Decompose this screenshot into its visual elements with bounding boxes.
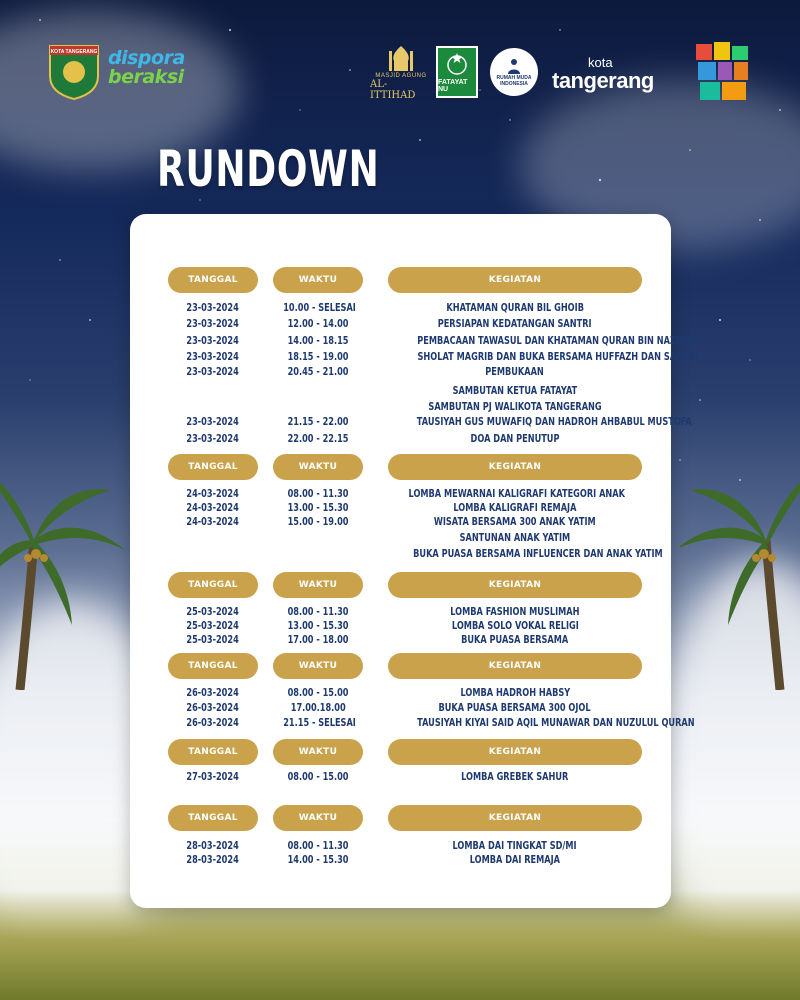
row-date bbox=[168, 605, 258, 619]
row-activity-text: SANTUNAN ANAK YATIM bbox=[459, 532, 571, 544]
kegiatan-header: KEGIATAN bbox=[388, 454, 642, 480]
kota-tangerang-emblem bbox=[46, 40, 102, 100]
row-activity bbox=[378, 531, 652, 545]
row-time-text: 14.00 - 18.15 bbox=[287, 335, 349, 347]
rumah-muda-sublabel: INDONESIA bbox=[500, 81, 528, 87]
row-date-text: 24-03-2024 bbox=[186, 502, 240, 514]
row-time-text: 22.00 - 22.15 bbox=[287, 433, 349, 445]
beauty-of-tangerang-logo bbox=[694, 40, 752, 106]
globe-star-icon bbox=[444, 51, 470, 77]
row-time bbox=[273, 701, 363, 715]
kegiatan-header: KEGIATAN bbox=[388, 653, 642, 679]
row-time bbox=[273, 334, 363, 348]
row-time-text: 08.00 - 11.30 bbox=[287, 488, 349, 500]
row-date bbox=[168, 633, 258, 647]
row-time bbox=[273, 619, 363, 633]
row-date-text: 23-03-2024 bbox=[186, 335, 240, 347]
row-time bbox=[273, 686, 363, 700]
logo-bar bbox=[0, 38, 800, 108]
row-date bbox=[168, 686, 258, 700]
row-time-text: 08.00 - 15.00 bbox=[287, 687, 349, 699]
row-date-text: 26-03-2024 bbox=[186, 687, 240, 699]
table-row bbox=[130, 701, 671, 715]
row-time-text: 08.00 - 11.30 bbox=[287, 606, 349, 618]
row-activity bbox=[378, 350, 698, 364]
row-date-text: 23-03-2024 bbox=[186, 302, 240, 314]
row-date bbox=[168, 365, 258, 379]
row-time bbox=[273, 501, 363, 515]
row-activity bbox=[378, 619, 652, 633]
row-activity-text: PERSIAPAN KEDATANGAN SANTRI bbox=[438, 318, 592, 330]
table-row bbox=[130, 716, 695, 730]
row-activity-text: BUKA PUASA BERSAMA bbox=[461, 634, 569, 646]
row-date-text: 24-03-2024 bbox=[186, 488, 240, 500]
tanggal-header: TANGGAL bbox=[168, 572, 258, 598]
palm-tree-left bbox=[0, 430, 130, 690]
row-time bbox=[273, 853, 363, 867]
colorful-mosaic-icon bbox=[694, 40, 752, 106]
row-activity-text: LOMBA SOLO VOKAL RELIGI bbox=[451, 620, 579, 632]
row-activity bbox=[378, 547, 663, 561]
row-date-text: 23-03-2024 bbox=[186, 366, 240, 378]
row-time-text: 18.15 - 19.00 bbox=[287, 351, 349, 363]
row-date bbox=[168, 839, 258, 853]
row-activity bbox=[378, 365, 652, 379]
row-date-text: 23-03-2024 bbox=[186, 433, 240, 445]
row-time bbox=[273, 317, 363, 331]
row-date-text: 26-03-2024 bbox=[186, 702, 240, 714]
row-date bbox=[168, 716, 258, 730]
row-time-text: 14.00 - 15.30 bbox=[287, 854, 349, 866]
row-date bbox=[168, 853, 258, 867]
row-activity-text: PEMBUKAAN bbox=[485, 366, 545, 378]
table-row bbox=[130, 605, 671, 619]
row-time-text: 21.15 - SELESAI bbox=[283, 717, 356, 729]
row-activity-text: LOMBA HADROH HABSY bbox=[460, 687, 570, 699]
row-activity bbox=[378, 334, 697, 348]
row-time bbox=[273, 605, 363, 619]
row-time-text: 21.15 - 22.00 bbox=[287, 416, 349, 428]
table-row bbox=[130, 400, 671, 414]
table-row bbox=[130, 770, 671, 784]
tangerang-main-label: tangerang bbox=[552, 68, 654, 93]
row-date bbox=[168, 301, 258, 315]
row-time-text: 13.00 - 15.30 bbox=[287, 620, 349, 632]
table-row bbox=[130, 432, 671, 446]
row-time bbox=[273, 415, 363, 429]
row-activity-text: TAUSIYAH GUS MUWAFIQ DAN HADROH AHBABUL MUSTOFA bbox=[416, 416, 692, 428]
fatayat-nu-logo bbox=[436, 46, 478, 98]
tanggal-header: TANGGAL bbox=[168, 267, 258, 293]
row-activity bbox=[378, 501, 652, 515]
rumah-muda-label: RUMAH MUDA bbox=[496, 75, 532, 81]
row-date bbox=[168, 317, 258, 331]
row-date bbox=[168, 770, 258, 784]
table-row bbox=[130, 531, 671, 545]
row-date-text: 27-03-2024 bbox=[186, 771, 240, 783]
masjid-label-small: MASJID AGUNG bbox=[375, 73, 427, 79]
row-date-text: 25-03-2024 bbox=[186, 606, 240, 618]
row-date bbox=[168, 515, 258, 529]
row-time bbox=[273, 633, 363, 647]
row-activity-text: SAMBUTAN PJ WALIKOTA TANGERANG bbox=[428, 401, 602, 413]
palm-tree-right bbox=[680, 430, 800, 690]
row-activity-text: LOMBA MEWARNAI KALIGRAFI KATEGORI ANAK bbox=[408, 488, 625, 500]
tanggal-header: TANGGAL bbox=[168, 653, 258, 679]
row-time-text: 17.00 - 18.00 bbox=[287, 634, 349, 646]
row-activity bbox=[378, 716, 695, 730]
waktu-header: WAKTU bbox=[273, 739, 363, 765]
row-activity-text: SHOLAT MAGRIB DAN BUKA BERSAMA HUFFAZH DAN SANTRI bbox=[417, 351, 698, 363]
waktu-header: WAKTU bbox=[273, 454, 363, 480]
row-date-text: 24-03-2024 bbox=[186, 516, 240, 528]
row-activity bbox=[378, 853, 652, 867]
row-date bbox=[168, 531, 258, 545]
table-row bbox=[130, 839, 671, 853]
row-time bbox=[273, 400, 363, 414]
table-row bbox=[130, 515, 671, 529]
table-row bbox=[130, 317, 671, 331]
masjid-agung-logo bbox=[370, 42, 432, 102]
rumah-muda-logo bbox=[490, 48, 538, 96]
table-row bbox=[130, 487, 671, 501]
row-date bbox=[168, 487, 258, 501]
row-date bbox=[168, 400, 258, 414]
row-date bbox=[168, 350, 258, 364]
row-activity-text: LOMBA DAI TINGKAT SD/MI bbox=[452, 840, 578, 852]
row-date-text: 23-03-2024 bbox=[186, 351, 240, 363]
row-time bbox=[273, 547, 363, 561]
table-row bbox=[130, 501, 671, 515]
row-date-text: 26-03-2024 bbox=[186, 717, 240, 729]
row-time bbox=[273, 432, 363, 446]
row-activity bbox=[378, 415, 692, 429]
row-date-text: 28-03-2024 bbox=[186, 854, 240, 866]
row-time bbox=[273, 531, 363, 545]
row-time bbox=[273, 384, 363, 398]
row-activity-text: PEMBACAAN TAWASUL DAN KHATAMAN QURAN BIN NAZHOR bbox=[417, 335, 697, 347]
row-time bbox=[273, 350, 363, 364]
row-date bbox=[168, 384, 258, 398]
row-activity-text: LOMBA KALIGRAFI REMAJA bbox=[453, 502, 577, 514]
row-activity-text: LOMBA FASHION MUSLIMAH bbox=[450, 606, 580, 618]
row-time bbox=[273, 716, 363, 730]
tanggal-header: TANGGAL bbox=[168, 805, 258, 831]
row-date bbox=[168, 547, 258, 561]
row-time-text: 20.45 - 21.00 bbox=[287, 366, 349, 378]
table-row bbox=[130, 619, 671, 633]
dispora-wordmark: dispora bbox=[108, 47, 185, 69]
mosque-icon bbox=[386, 43, 416, 73]
row-activity-text: KHATAMAN QURAN BIL GHOIB bbox=[446, 302, 584, 314]
row-activity bbox=[378, 686, 652, 700]
waktu-header: WAKTU bbox=[273, 572, 363, 598]
page-title: RUNDOWN bbox=[157, 140, 380, 198]
table-row bbox=[130, 415, 692, 429]
waktu-header: WAKTU bbox=[273, 805, 363, 831]
kota-tangerang-wordmark bbox=[552, 52, 670, 96]
row-date bbox=[168, 501, 258, 515]
kegiatan-header: KEGIATAN bbox=[388, 805, 642, 831]
row-activity bbox=[378, 701, 652, 715]
row-activity-text: LOMBA GREBEK SAHUR bbox=[461, 771, 569, 783]
kegiatan-header: KEGIATAN bbox=[388, 739, 642, 765]
row-activity-text: TAUSIYAH KIYAI SAID AQIL MUNAWAR DAN NUZULUL QURAN bbox=[417, 717, 695, 729]
table-row bbox=[130, 686, 671, 700]
kegiatan-header: KEGIATAN bbox=[388, 267, 642, 293]
tanggal-header: TANGGAL bbox=[168, 739, 258, 765]
masjid-label-big: AL-ITTIHAD bbox=[370, 79, 416, 101]
tanggal-header: TANGGAL bbox=[168, 454, 258, 480]
fatayat-label: FATAYAT NU bbox=[438, 79, 468, 93]
row-time-text: 13.00 - 15.30 bbox=[287, 502, 349, 514]
row-time-text: 12.00 - 14.00 bbox=[287, 318, 349, 330]
row-date-text: 25-03-2024 bbox=[186, 620, 240, 632]
row-activity bbox=[378, 317, 652, 331]
table-row bbox=[130, 334, 697, 348]
dispora-logo bbox=[108, 46, 200, 90]
row-activity bbox=[378, 432, 652, 446]
shield-icon bbox=[46, 40, 102, 100]
row-date-text: 28-03-2024 bbox=[186, 840, 240, 852]
table-row bbox=[130, 301, 671, 315]
table-row bbox=[130, 633, 671, 647]
row-activity bbox=[378, 515, 652, 529]
row-time-text: 08.00 - 11.30 bbox=[287, 840, 349, 852]
row-time bbox=[273, 487, 363, 501]
row-date bbox=[168, 415, 258, 429]
row-activity bbox=[378, 400, 652, 414]
row-time-text: 15.00 - 19.00 bbox=[287, 516, 349, 528]
beraksi-wordmark: beraksi bbox=[108, 66, 184, 88]
row-time-text: 17.00.18.00 bbox=[290, 702, 346, 714]
row-activity bbox=[378, 770, 652, 784]
kegiatan-header: KEGIATAN bbox=[388, 572, 642, 598]
table-row bbox=[130, 384, 671, 398]
row-activity-text: BUKA PUASA BERSAMA 300 OJOL bbox=[438, 702, 592, 714]
row-time-text: 10.00 - SELESAI bbox=[283, 302, 356, 314]
row-activity bbox=[378, 633, 652, 647]
row-activity-text: WISATA BERSAMA 300 ANAK YATIM bbox=[434, 516, 596, 528]
row-time bbox=[273, 365, 363, 379]
rundown-card bbox=[130, 214, 698, 908]
waktu-header: WAKTU bbox=[273, 653, 363, 679]
row-date bbox=[168, 701, 258, 715]
svg-text:KOTA TANGERANG: KOTA TANGERANG bbox=[50, 49, 98, 55]
row-activity-text: SAMBUTAN KETUA FATAYAT bbox=[452, 385, 578, 397]
tangerang-kota-label: kota bbox=[588, 55, 613, 70]
row-activity bbox=[378, 487, 652, 501]
table-row bbox=[130, 365, 671, 379]
waktu-header: WAKTU bbox=[273, 267, 363, 293]
row-time bbox=[273, 770, 363, 784]
row-time bbox=[273, 515, 363, 529]
row-time bbox=[273, 839, 363, 853]
table-row bbox=[130, 350, 698, 364]
row-date bbox=[168, 619, 258, 633]
row-activity bbox=[378, 384, 652, 398]
row-time bbox=[273, 301, 363, 315]
row-activity bbox=[378, 301, 652, 315]
row-activity bbox=[378, 839, 652, 853]
table-row bbox=[130, 547, 671, 561]
row-date-text: 23-03-2024 bbox=[186, 318, 240, 330]
row-date bbox=[168, 432, 258, 446]
row-activity-text: BUKA PUASA BERSAMA INFLUENCER DAN ANAK YATIM bbox=[413, 548, 663, 560]
row-activity-text: LOMBA DAI REMAJA bbox=[469, 854, 561, 866]
row-date-text: 23-03-2024 bbox=[186, 416, 240, 428]
row-activity bbox=[378, 605, 652, 619]
person-icon bbox=[505, 57, 523, 75]
row-date bbox=[168, 334, 258, 348]
row-date-text: 25-03-2024 bbox=[186, 634, 240, 646]
row-activity-text: DOA DAN PENUTUP bbox=[470, 433, 560, 445]
table-row bbox=[130, 853, 671, 867]
row-time-text: 08.00 - 15.00 bbox=[287, 771, 349, 783]
